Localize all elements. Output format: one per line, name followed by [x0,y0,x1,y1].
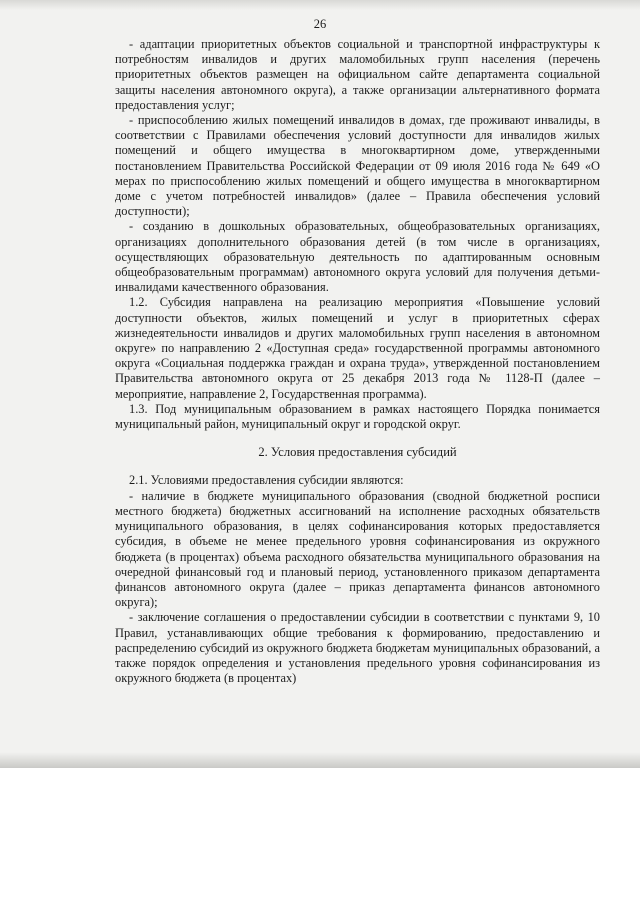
paragraph-1-3: 1.3. Под муниципальным образованием в рамках настоящего Порядка понимается муниципальный район, муниципальный округ и городской округ. [115,401,600,432]
paragraph-1-2: 1.2. Субсидия направлена на реализацию мероприятия «Повышение условий доступности объектов, жилых помещений и услуг в приоритетных сферах жизнедеятельности инвалидов и других маломобильных групп населения в автономном округе» по направлению 2 «Доступная среда» государственной программы автономного округа «Социальная поддержка граждан и охрана труда», утвержденной постановлением Правительства автономного округа от 25 декабря 2013 года № 1128-П (далее – мероприятие, направление 2, Государственная программа). [115,295,600,401]
paragraph-2-1: 2.1. Условиями предоставления субсидии являются: [129,473,404,488]
paragraph-adaptation: - адаптации приоритетных объектов социальной и транспортной инфраструктуры к потребностям инвалидов и других маломобильных групп населения (перечень приоритетных объектов размещен на официальном сайте департамента социальной защиты населения автономного округа), а также организации альтернативного формата предоставления услуг; [115,37,600,112]
scan-shadow-bottom [0,752,640,768]
paragraph-agreement-condition: - заключение соглашения о предоставлении субсидии в соответствии с пунктами 9, 10 Правил, устанавливающих общие требования к формированию, предоставлению и распределению субсидий из окружного бюджета бюджетам муниципальных образований, а также порядок определения и установления предельного уровня софинансирования из окружного бюджета (в процентах) [115,610,600,686]
blank-area [0,768,640,905]
page-number: 26 [313,17,327,31]
section-heading: 2. Условия предоставления субсидий [258,445,457,460]
paragraph-budget-condition: - наличие в бюджете муниципального образования (сводной бюджетной росписи местного бюджета) бюджетных ассигнований на исполнение расходных обязательств муниципального образования, в целях софинансирования которых предоставляется субсидия, в объеме не менее предельного уровня софинансирования из окружного бюджета (в процентах) объема расходного обязательства муниципального образования на очередной финансовый год и плановый период, установленного приказом департамента финансов автономного округа (далее – приказ департамента финансов автономного округа); [115,488,600,610]
paragraph-education: - созданию в дошкольных образовательных, общеобразовательных организациях, организациях дополнительного образования детей (в том числе в организациях, осуществляющих образовательную деятельность по адаптированным основным общеобразовательным программам) автономного округа условий для получения детьми-инвалидами качественного образования. [115,219,600,295]
scan-shadow-top [0,0,640,10]
document-body [115,37,600,686]
paragraph-housing: - приспособлению жилых помещений инвалидов в домах, где проживают инвалиды, в соответствии с Правилами обеспечения условий доступности для инвалидов жилых помещений и общего имущества в многоквартирном доме, утвержденными постановлением Правительства Российской Федерации от 09 июля 2016 года № 649 «О мерах по приспособлению жилых помещений и общего имущества в многоквартирном доме с учетом потребностей инвалидов» (далее – Правила обеспечения условий доступности); [115,113,600,219]
